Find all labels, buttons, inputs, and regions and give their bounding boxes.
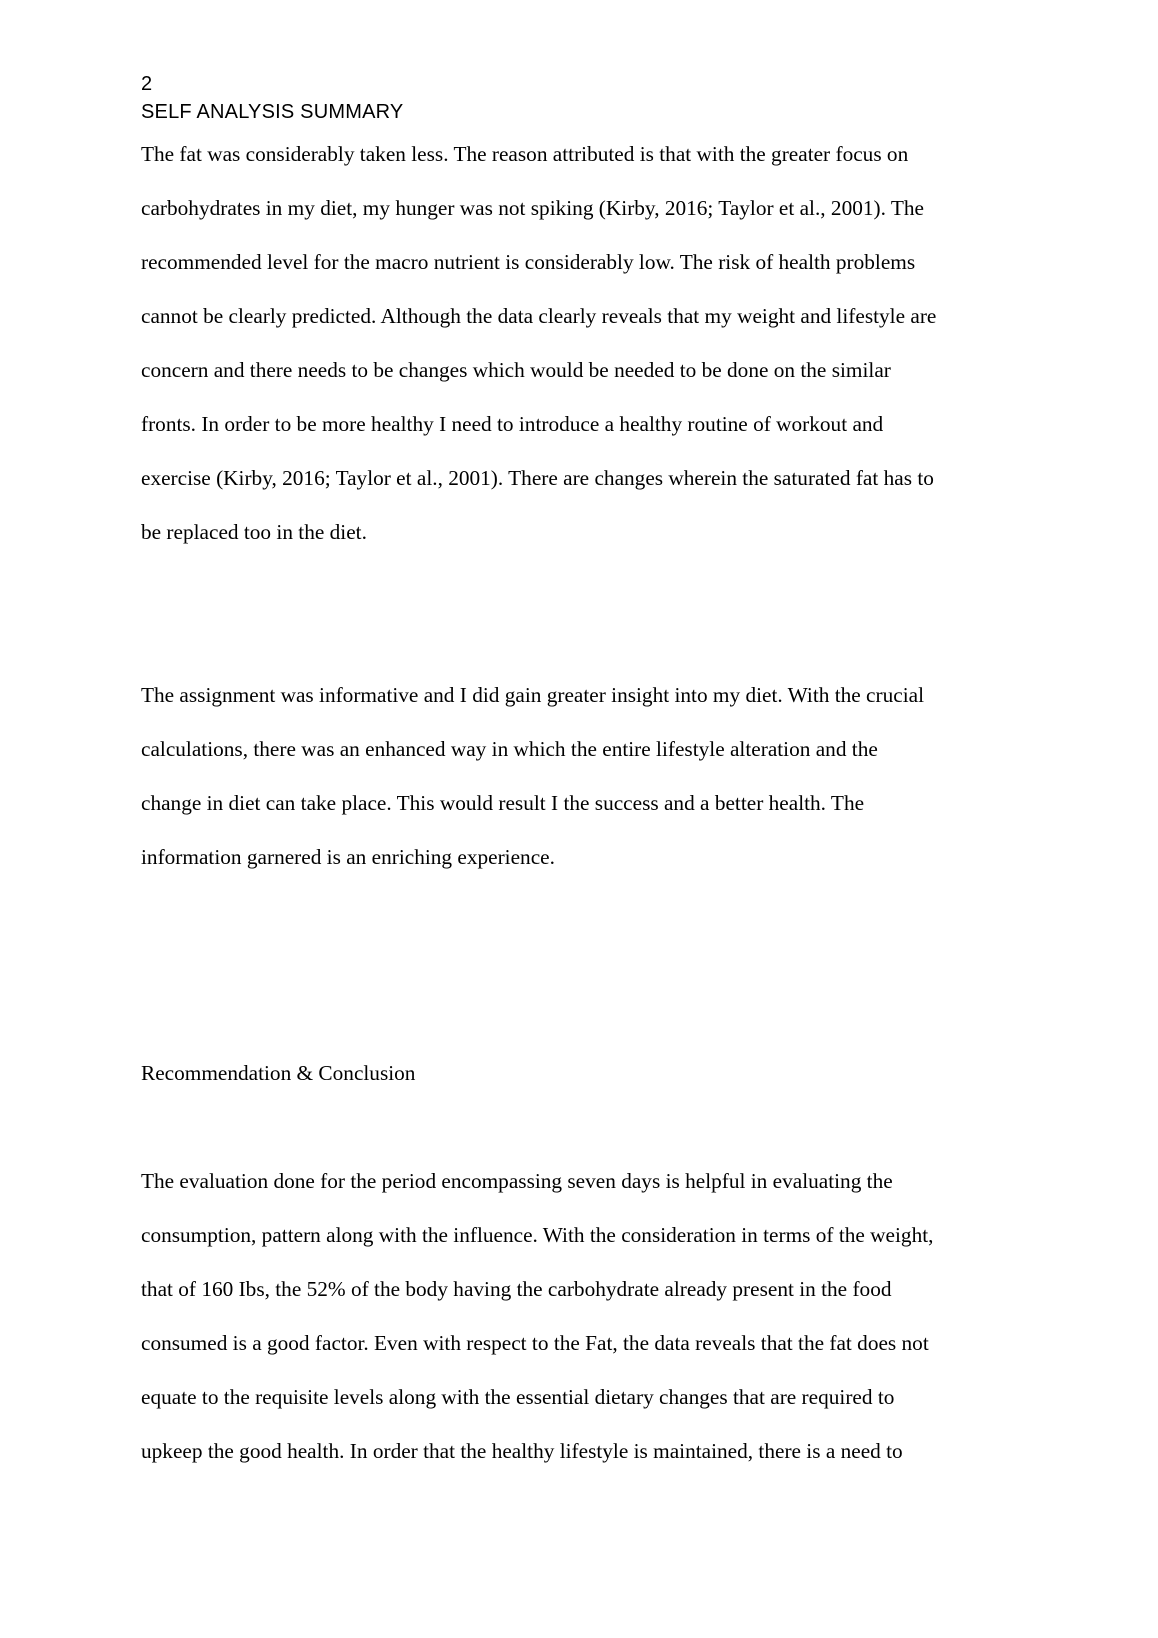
section-heading-text: Recommendation & Conclusion	[141, 1061, 416, 1085]
text-line: The evaluation done for the period encompassing seven days is helpful in evaluating the	[141, 1169, 893, 1193]
text-line: consumption, pattern along with the influence. With the consideration in terms of the weight,	[141, 1223, 934, 1247]
text-line: exercise (Kirby, 2016; Taylor et al., 2001). There are changes wherein the saturated fat has to	[141, 466, 934, 490]
text-line: recommended level for the macro nutrient is considerably low. The risk of health problems	[141, 250, 916, 274]
text-line: consumed is a good factor. Even with respect to the Fat, the data reveals that the fat does not	[141, 1331, 929, 1355]
text-line: The assignment was informative and I did gain greater insight into my diet. With the crucial	[141, 683, 924, 707]
text-line: change in diet can take place. This would result I the success and a better health. The	[141, 791, 865, 815]
text-line: concern and there needs to be changes which would be needed to be done on the similar	[141, 358, 891, 382]
text-line: be replaced too in the diet.	[141, 520, 367, 544]
page-number: 2	[141, 73, 153, 95]
paragraph-recommendation	[141, 1154, 1041, 1478]
paragraph-self-analysis	[141, 127, 1041, 559]
text-line: upkeep the good health. In order that the healthy lifestyle is maintained, there is a need to	[141, 1439, 903, 1463]
text-line: that of 160 Ibs, the 52% of the body having the carbohydrate already present in the food	[141, 1277, 892, 1301]
text-line: equate to the requisite levels along with the essential dietary changes that are required to	[141, 1385, 895, 1409]
text-line: cannot be clearly predicted. Although the data clearly reveals that my weight and lifestyle are	[141, 304, 937, 328]
text-line: calculations, there was an enhanced way in which the entire lifestyle alteration and the	[141, 737, 878, 761]
text-line: information garnered is an enriching experience.	[141, 845, 555, 869]
running-head-title: SELF ANALYSIS SUMMARY	[141, 101, 404, 123]
text-line: carbohydrates in my diet, my hunger was not spiking (Kirby, 2016; Taylor et al., 2001). The	[141, 196, 924, 220]
text-line: The fat was considerably taken less. The reason attributed is that with the greater focus on	[141, 142, 909, 166]
text-line: fronts. In order to be more healthy I need to introduce a healthy routine of workout and	[141, 412, 884, 436]
section-heading	[141, 1046, 1041, 1100]
paragraph-assignment-reflection	[141, 668, 1041, 884]
